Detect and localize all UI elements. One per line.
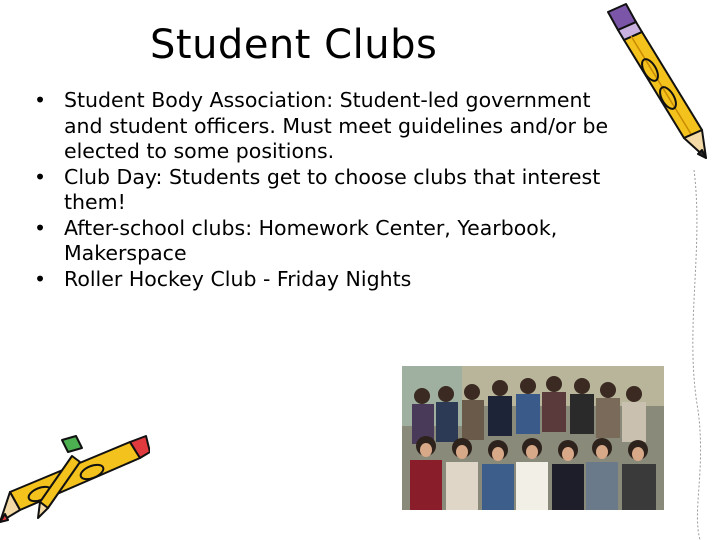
bullet-text: Roller Hockey Club - Friday Nights (64, 266, 412, 291)
bullet-marker: • (33, 266, 47, 291)
bullet-text: Club Day: Students get to choose clubs that interest them! (64, 164, 601, 214)
bullet-item-roller-hockey (30, 267, 630, 293)
bullet-item-club-day (30, 165, 630, 216)
bullet-item-sba (30, 88, 630, 165)
bullet-text: After-school clubs: Homework Center, Yearbook, Makerspace (64, 215, 558, 265)
bullet-item-after-school (30, 216, 630, 267)
bullet-marker: • (33, 215, 47, 240)
pencil-icon (0, 432, 150, 532)
bullet-list (30, 88, 630, 292)
bullet-marker: • (33, 164, 47, 189)
group-photo (402, 366, 664, 510)
pencil-icon (598, 2, 716, 172)
bullet-marker: • (33, 88, 47, 112)
slide-title: Student Clubs (150, 22, 438, 68)
decorative-edge-line (684, 170, 714, 540)
bullet-text: Student Body Association: Student-led government and student officers. Must meet guidelines and/or be elected to some positions. (64, 88, 609, 163)
